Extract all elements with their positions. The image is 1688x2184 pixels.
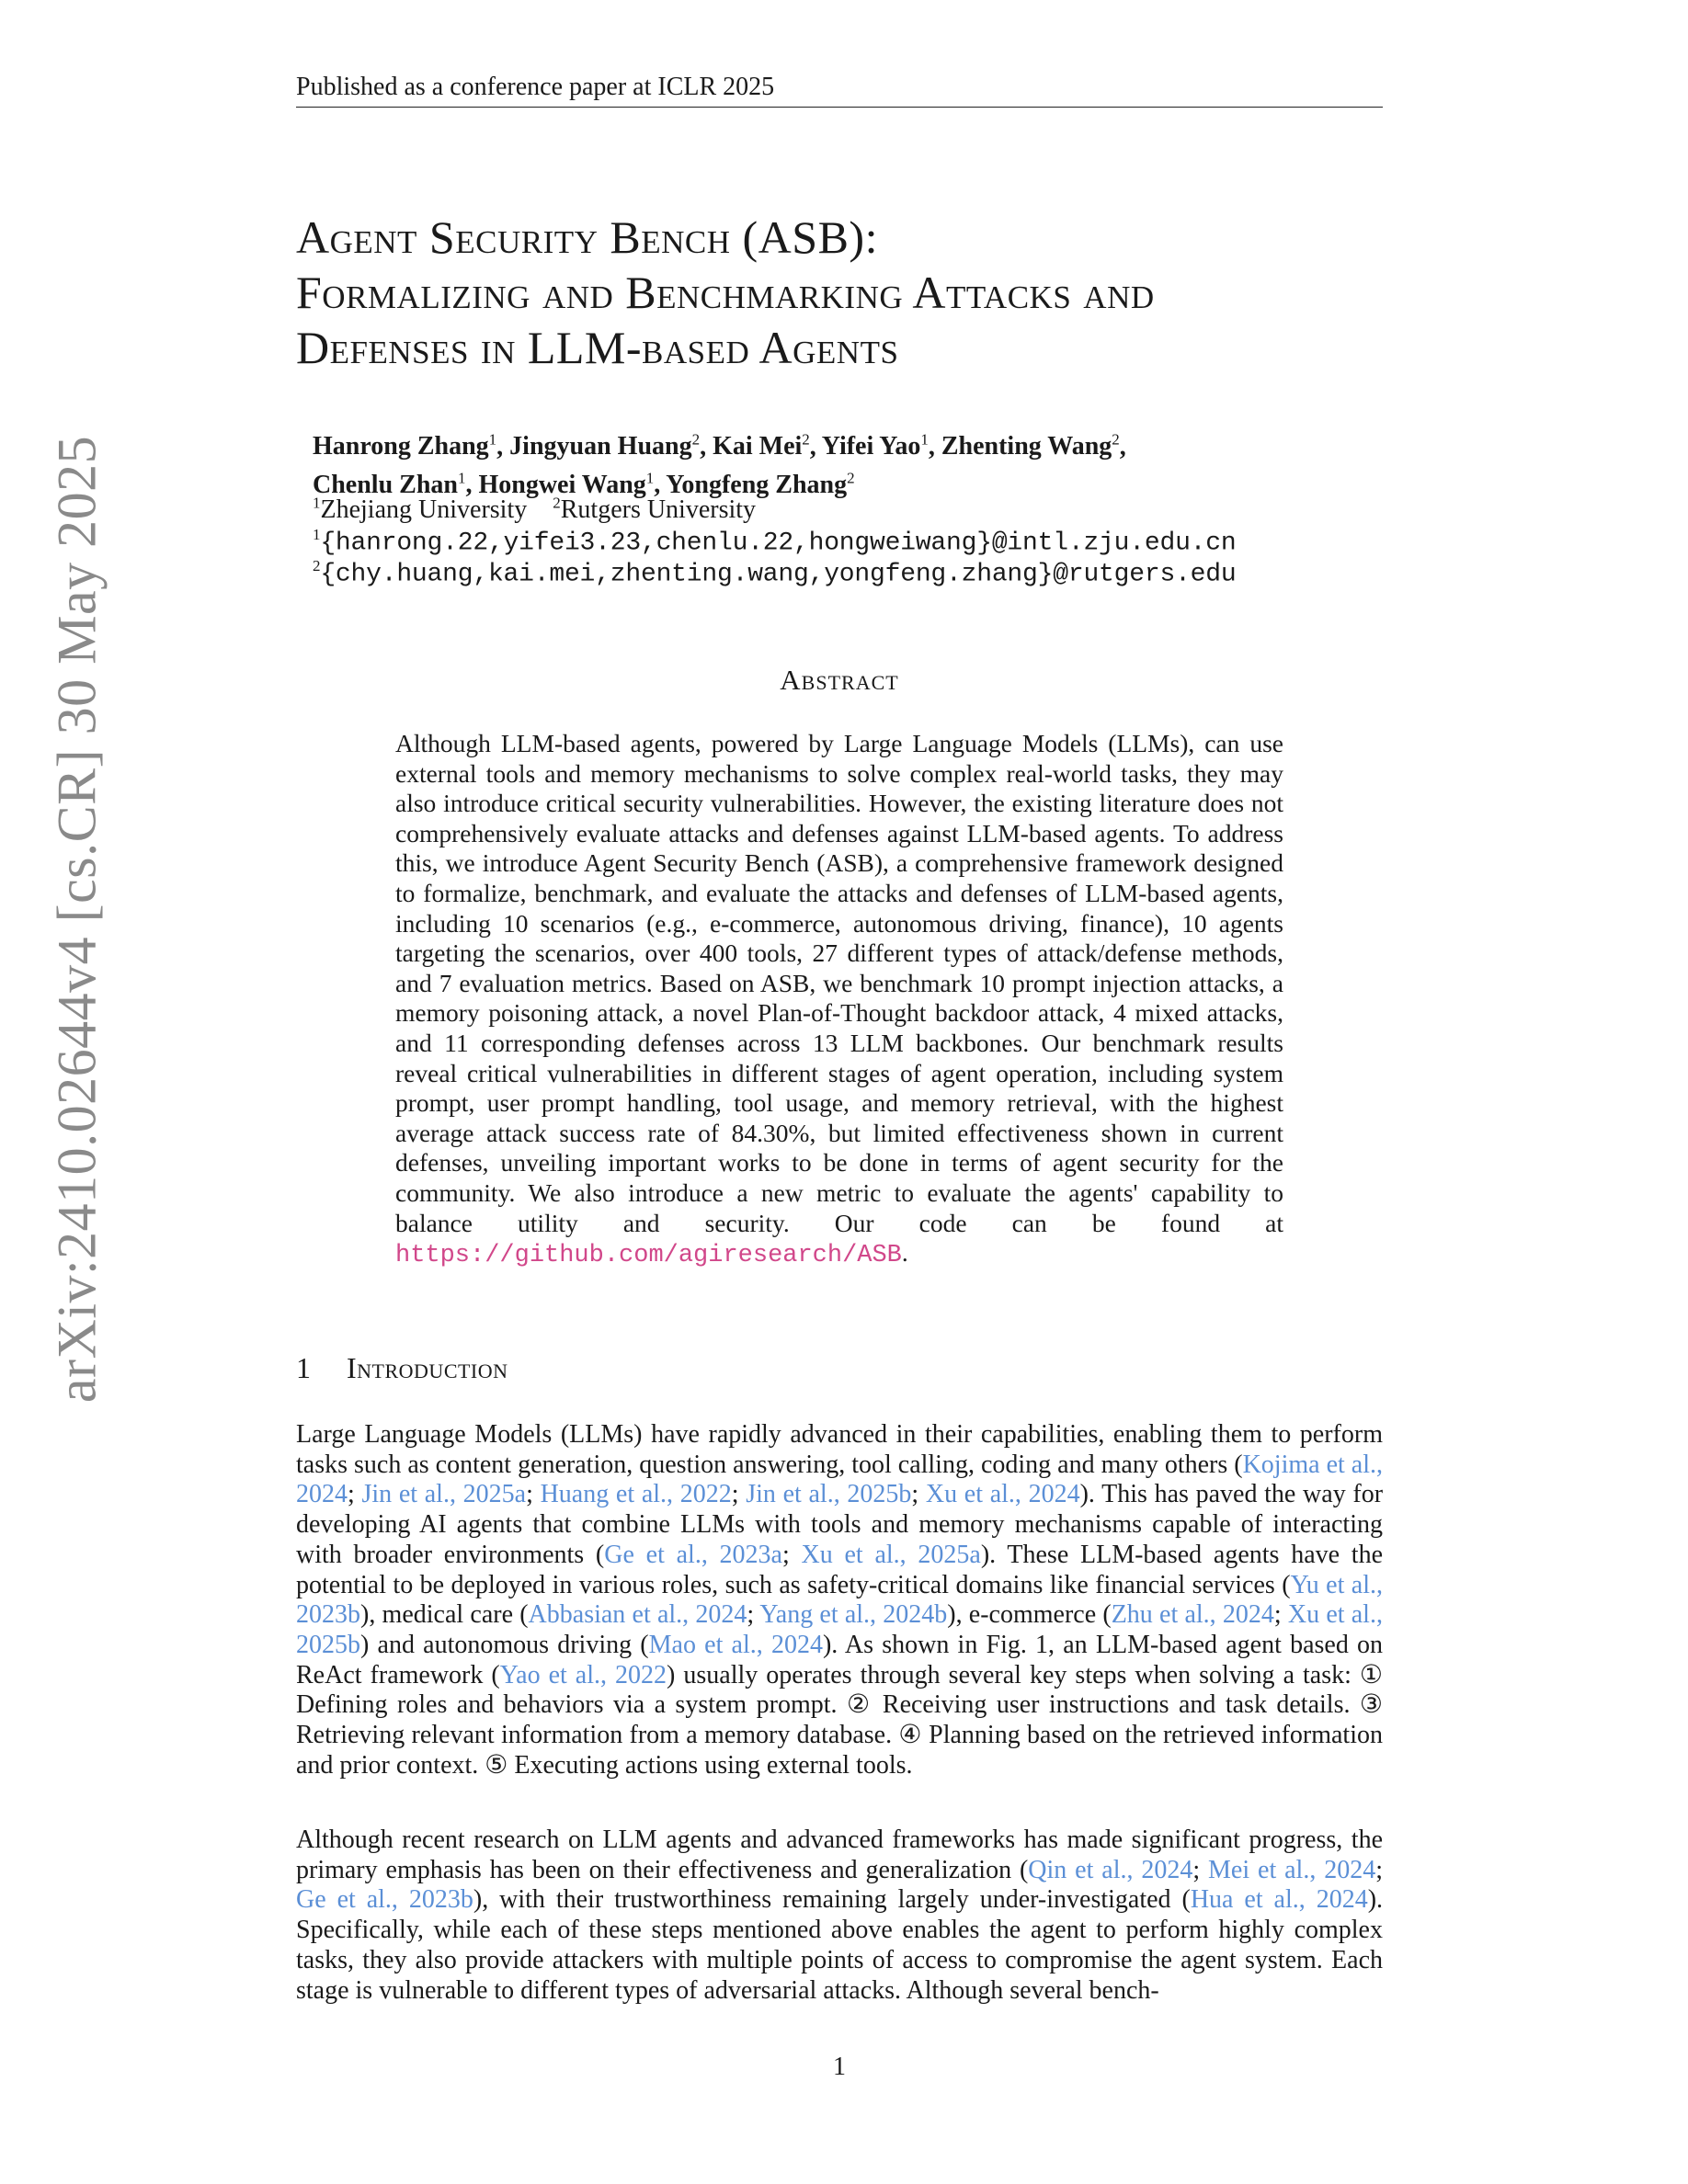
author: Yifei Yao$^1$ xyxy=(821,431,929,461)
citation-link[interactable]: Xu et al., 2025a xyxy=(801,1540,981,1569)
abstract-heading: Abstract xyxy=(780,664,899,696)
abstract-text: Although LLM-based agents, powered by Large Language Models (LLMs), can use external tools and memory mechanisms to solve complex real-world tasks, they may also introduce critical security vulnerabilities. However, the existing literature does not comprehensively evaluate attacks and defenses against LLM-based agents. To address this, we introduce Agent Security Bench (ASB), a comprehensive framework designed to formalize, benchmark, and evaluate the attacks and defenses of LLM-based agents, including 10 scenarios (e.g., e-commerce, autonomous driving, finance), 10 agents targeting the scenarios, over 400 tools, 27 different types of attack/defense methods, and 7 evaluation metrics. Based on ASB, we benchmark 10 prompt injection attacks, a memory poisoning attack, a novel Plan-of-Thought backdoor attack, 4 mixed attacks, and 11 corresponding defenses across 13 LLM backbones. Our benchmark results reveal critical vulnerabilities in different stages of agent operation, including system prompt, user prompt handling, tool usage, and memory retrieval, with the highest average attack success rate of 84.30%, but limited effectiveness shown in current defenses, unveiling important works to be done in terms of agent security for the community. We also introduce a new metric to evaluate the agents' capability to balance utility and security. Our code can be found at https://github.com/agiresearch/ASB. xyxy=(395,729,1283,1270)
author: Jingyuan Huang$^2$ xyxy=(509,431,701,461)
citation-link[interactable]: Zhu et al., 2024 xyxy=(1111,1600,1274,1630)
paragraph-text: ; xyxy=(731,1480,747,1509)
intro-paragraph-1 xyxy=(296,1420,1383,1780)
citation-link[interactable]: Yao et al., 2022 xyxy=(499,1660,667,1689)
paragraph-text: ). This has paved the way for developing AI agents that combine LLMs with tools and memory mechanisms capable of interacting with broader environments ( xyxy=(296,1480,1384,1569)
paper-title xyxy=(296,210,1399,375)
paragraph-text: ; xyxy=(911,1480,926,1509)
paragraph-text: ; xyxy=(1375,1855,1383,1884)
citation-link[interactable]: Jin et al., 2025a xyxy=(361,1480,527,1509)
citation-link[interactable]: Ge et al., 2023a xyxy=(604,1540,782,1569)
title-line-3: Defenses in LLM-based Agents xyxy=(296,322,899,373)
paragraph-text: ; xyxy=(1273,1600,1288,1630)
citation-link[interactable]: Mei et al., 2024 xyxy=(1208,1855,1376,1884)
citation-link[interactable]: Mao et al., 2024 xyxy=(648,1630,823,1659)
email-line-zju: $^1${hanrong.22,yifei3.23,chenlu.22,hongweiwang}@intl.zju.edu.cn xyxy=(313,526,1237,558)
code-url-link[interactable]: https://github.com/agiresearch/ASB xyxy=(395,1242,902,1270)
paragraph-text: ) usually operates through several key steps when solving a task: ① Defining roles and behaviors via a system prompt. ② Receiving user instructions and task details. ③ Retrieving relevant information from a memory database. ④ Planning based on the retrieved information and prior context. ⑤ Executing actions using external tools. xyxy=(296,1660,1384,1780)
affiliation: $^2$Rutgers University xyxy=(553,495,757,525)
author: Hanrong Zhang$^1$ xyxy=(313,431,497,461)
author: Zhenting Wang$^2$ xyxy=(941,431,1120,461)
citation-link[interactable]: Qin et al., 2024 xyxy=(1028,1855,1193,1884)
citation-link[interactable]: Xu et al., 2024 xyxy=(925,1480,1080,1509)
section-heading-introduction: 1 Introduction xyxy=(296,1351,508,1384)
paragraph-text: ; xyxy=(1192,1855,1209,1884)
page-number: 1 xyxy=(833,2053,846,2081)
paragraph-text: ). As shown in Fig. 1, an LLM-based agent based on ReAct framework ( xyxy=(296,1630,1384,1689)
title-line-1: Agent Security Bench (ASB): xyxy=(296,211,878,263)
author: Chenlu Zhan$^1$ xyxy=(313,469,466,499)
title-line-2: Formalizing and Benchmarking Attacks and xyxy=(296,267,1155,318)
arxiv-stamp: arXiv:2410.02644v4 [cs.CR] 30 May 2025 xyxy=(46,435,108,1404)
paragraph-text: ). These LLM-based agents have the potential to be deployed in various roles, such as safety-critical domains like financial services ( xyxy=(296,1540,1383,1599)
paragraph-text: ; xyxy=(782,1540,802,1569)
paragraph-text: ; xyxy=(348,1480,362,1509)
author: Hongwei Wang$^1$ xyxy=(478,469,655,499)
citation-link[interactable]: Ge et al., 2023b xyxy=(296,1885,473,1915)
citation-link[interactable]: Abbasian et al., 2024 xyxy=(528,1600,747,1630)
paragraph-text: ) and autonomous driving ( xyxy=(360,1630,649,1659)
author: Kai Mei$^2$ xyxy=(713,431,810,461)
author: Yongfeng Zhang$^2$ xyxy=(666,469,855,499)
citation-link[interactable]: Yang et al., 2024b xyxy=(759,1600,948,1630)
citation-link[interactable]: Yu et al., 2023b xyxy=(296,1570,1384,1630)
paragraph-text: ), medical care ( xyxy=(360,1600,529,1630)
intro-paragraph-2 xyxy=(296,1826,1383,2006)
citation-link[interactable]: Hua et al., 2024 xyxy=(1190,1885,1368,1915)
paragraph-text: ). Specifically, while each of these steps mentioned above enables the agent to perform highly complex tasks, they also provide attackers with multiple points of access to compromise the agent system. Each stage is vulnerable to different types of adversarial attacks. Although several bench- xyxy=(296,1885,1384,2005)
citation-link[interactable]: Kojima et al., 2024 xyxy=(296,1450,1383,1509)
paragraph-text: ; xyxy=(526,1480,541,1509)
citation-link[interactable]: Huang et al., 2022 xyxy=(540,1480,732,1509)
citation-link[interactable]: Jin et al., 2025b xyxy=(746,1480,912,1509)
citation-link[interactable]: Xu et al., 2025b xyxy=(296,1600,1383,1659)
affiliation: $^1$Zhejiang University xyxy=(313,495,528,525)
email-line-rutgers: $^2${chy.huang,kai.mei,zhenting.wang,yongfeng.zhang}@rutgers.edu xyxy=(313,557,1237,589)
paragraph-text: ; xyxy=(747,1600,760,1630)
author-list: Hanrong Zhang$^1$, Jingyuan Huang$^2$, Kai Mei$^2$, Yifei Yao$^1$, Zhenting Wang$^2$, Chenlu Zhan$^1$, Hongwei Wang$^1$, Yongfeng Zhang$^2$ xyxy=(313,431,1126,499)
running-header: Published as a conference paper at ICLR 2025 xyxy=(296,72,1383,108)
paragraph-text: ), with their trustworthiness remaining largely under-investigated ( xyxy=(473,1885,1191,1915)
paragraph-text: Although recent research on LLM agents and advanced frameworks has made significant progress, the primary emphasis has been on their effectiveness and generalization ( xyxy=(296,1826,1383,1884)
paragraph-text: ), e-commerce ( xyxy=(947,1600,1112,1630)
paragraph-text: Large Language Models (LLMs) have rapidly advanced in their capabilities, enabling them to perform tasks such as content generation, question answering, tool calling, coding and many others ( xyxy=(296,1420,1383,1479)
